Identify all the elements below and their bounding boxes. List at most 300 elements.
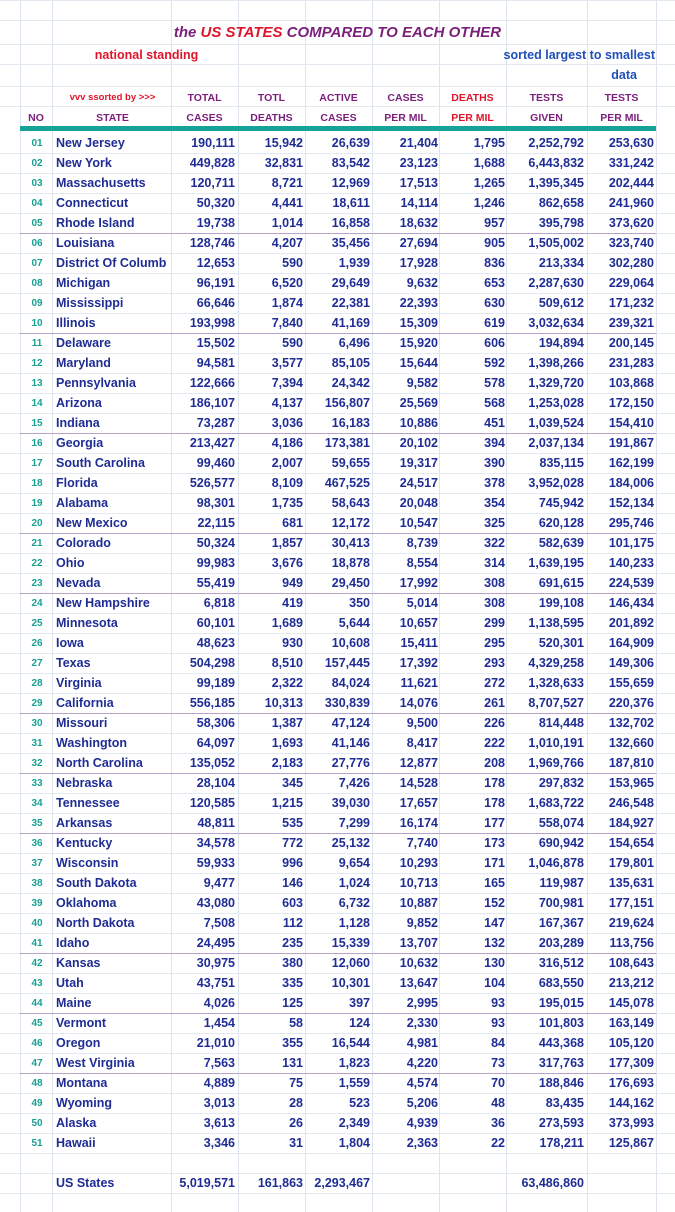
tests-given: 582,639 <box>538 536 584 550</box>
state-name: Illinois <box>56 316 96 330</box>
total-deaths: 772 <box>282 836 303 850</box>
cases-per-mil: 2,995 <box>406 996 438 1010</box>
active-cases: 5,644 <box>338 616 370 630</box>
active-cases: 59,655 <box>331 456 370 470</box>
row-number: 24 <box>31 598 43 609</box>
tests-given: 620,128 <box>538 516 584 530</box>
tests-given: 83,435 <box>545 1096 584 1110</box>
state-name: Washington <box>56 736 128 750</box>
deaths-per-mil: 261 <box>484 696 505 710</box>
total-cases: 98,301 <box>196 496 235 510</box>
col-no-header: NO <box>28 112 44 124</box>
total-cases: 22,115 <box>197 516 235 530</box>
cases-per-mil: 10,887 <box>399 896 438 910</box>
table-row <box>0 993 675 1013</box>
tests-per-mil: 132,702 <box>608 716 654 730</box>
total-cases: 556,185 <box>189 696 235 710</box>
active-cases: 16,858 <box>331 216 370 230</box>
state-name: Arizona <box>56 396 102 410</box>
cases-per-mil: 27,694 <box>399 236 438 250</box>
tests-per-mil: 149,306 <box>608 656 654 670</box>
active-cases: 35,456 <box>331 236 370 250</box>
cases-per-mil: 9,852 <box>406 916 438 930</box>
totals-total-deaths: 161,863 <box>257 1176 303 1190</box>
total-deaths: 32,831 <box>264 156 303 170</box>
state-name: South Carolina <box>56 456 145 470</box>
tests-given: 745,942 <box>538 496 584 510</box>
tests-per-mil: 200,145 <box>608 336 654 350</box>
state-name: District Of Columb <box>56 256 167 270</box>
active-cases: 156,807 <box>324 396 370 410</box>
active-cases: 29,649 <box>331 276 370 290</box>
tests-per-mil: 103,868 <box>608 376 654 390</box>
cases-per-mil: 14,114 <box>400 196 438 210</box>
active-cases: 1,559 <box>338 1076 370 1090</box>
tests-given: 316,512 <box>538 956 584 970</box>
tests-per-mil: 241,960 <box>608 196 654 210</box>
table-row <box>0 693 675 713</box>
state-name: Minnesota <box>56 616 118 630</box>
row-number: 23 <box>31 578 43 589</box>
row-number: 38 <box>31 878 43 889</box>
total-deaths: 15,942 <box>264 136 303 150</box>
national-standing-label: national standing <box>94 48 199 62</box>
total-deaths: 681 <box>282 516 303 530</box>
cases-per-mil: 13,647 <box>399 976 438 990</box>
total-deaths: 8,109 <box>271 476 303 490</box>
state-name: Idaho <box>56 936 90 950</box>
cases-per-mil: 10,657 <box>399 616 438 630</box>
total-cases: 1,454 <box>203 1016 235 1030</box>
tests-given: 509,612 <box>538 296 584 310</box>
state-name: Virginia <box>56 676 102 690</box>
tests-per-mil: 132,660 <box>608 736 654 750</box>
row-number: 39 <box>31 898 43 909</box>
total-cases: 120,711 <box>190 176 235 190</box>
tests-given: 2,287,630 <box>528 276 584 290</box>
state-name: Maine <box>56 996 92 1010</box>
deaths-per-mil: 226 <box>484 716 505 730</box>
cases-per-mil: 8,739 <box>406 536 438 550</box>
deaths-per-mil: 905 <box>484 236 505 250</box>
tests-given: 167,367 <box>538 916 584 930</box>
cases-per-mil: 10,886 <box>399 416 438 430</box>
row-number: 03 <box>31 178 43 189</box>
total-deaths: 3,676 <box>271 556 303 570</box>
col-tests-per-mil-top: TESTS <box>604 92 639 104</box>
cases-per-mil: 17,992 <box>399 576 438 590</box>
cases-per-mil: 13,707 <box>399 936 438 950</box>
tests-given: 188,846 <box>538 1076 584 1090</box>
active-cases: 1,024 <box>338 876 370 890</box>
table-row <box>0 473 675 493</box>
row-number: 01 <box>31 138 43 149</box>
deaths-per-mil: 1,795 <box>473 136 505 150</box>
active-cases: 84,024 <box>331 676 370 690</box>
total-deaths: 949 <box>282 576 303 590</box>
active-cases: 47,124 <box>331 716 370 730</box>
state-name: Wisconsin <box>56 856 119 870</box>
tests-given: 862,658 <box>538 196 584 210</box>
total-cases: 24,495 <box>196 936 235 950</box>
active-cases: 25,132 <box>331 836 370 850</box>
state-name: Arkansas <box>56 816 113 830</box>
active-cases: 1,804 <box>338 1136 370 1150</box>
state-name: Indiana <box>56 416 100 430</box>
col-tests-given-top: TESTS <box>529 92 564 104</box>
cases-per-mil: 12,877 <box>399 756 438 770</box>
deaths-per-mil: 578 <box>484 376 505 390</box>
row-number: 33 <box>31 778 43 789</box>
cases-per-mil: 15,309 <box>399 316 438 330</box>
deaths-per-mil: 84 <box>491 1036 505 1050</box>
table-row <box>0 433 675 453</box>
active-cases: 29,450 <box>331 576 370 590</box>
deaths-per-mil: 147 <box>484 916 505 930</box>
deaths-per-mil: 836 <box>484 256 505 270</box>
tests-per-mil: 176,693 <box>608 1076 654 1090</box>
tests-given: 1,969,766 <box>528 756 584 770</box>
total-cases: 50,324 <box>196 536 235 550</box>
deaths-per-mil: 178 <box>484 796 505 810</box>
total-deaths: 930 <box>282 636 303 650</box>
state-name: Alabama <box>56 496 109 510</box>
deaths-per-mil: 619 <box>484 316 505 330</box>
col-cases-per-mil-bottom: PER MIL <box>384 112 427 124</box>
state-name: Massachusetts <box>56 176 146 190</box>
row-number: 46 <box>31 1038 43 1049</box>
row-number: 51 <box>31 1138 43 1149</box>
total-deaths: 235 <box>282 936 303 950</box>
state-name: Montana <box>56 1076 108 1090</box>
total-deaths: 603 <box>282 896 303 910</box>
cases-per-mil: 10,547 <box>399 516 438 530</box>
tests-per-mil: 219,624 <box>608 916 654 930</box>
totals-total-cases: 5,019,571 <box>179 1176 235 1190</box>
tests-given: 1,395,345 <box>528 176 584 190</box>
table-row <box>0 1113 675 1133</box>
table-row <box>0 553 675 573</box>
deaths-per-mil: 314 <box>484 556 505 570</box>
row-number: 48 <box>31 1078 43 1089</box>
row-number: 35 <box>31 818 43 829</box>
row-number: 10 <box>31 318 43 329</box>
deaths-per-mil: 390 <box>484 456 505 470</box>
tests-per-mil: 220,376 <box>608 696 654 710</box>
state-name: New Mexico <box>56 516 128 530</box>
cases-per-mil: 24,517 <box>399 476 438 490</box>
col-deaths-bottom: DEATHS <box>250 112 293 124</box>
total-cases: 73,287 <box>196 416 235 430</box>
header-divider <box>20 126 656 131</box>
tests-per-mil: 331,242 <box>608 156 654 170</box>
tests-given: 1,253,028 <box>528 396 584 410</box>
total-cases: 449,828 <box>189 156 235 170</box>
cases-per-mil: 20,102 <box>399 436 438 450</box>
tests-per-mil: 224,539 <box>608 576 654 590</box>
cases-per-mil: 7,740 <box>406 836 438 850</box>
total-cases: 19,738 <box>196 216 235 230</box>
total-cases: 526,577 <box>189 476 235 490</box>
table-row <box>0 793 675 813</box>
table-row <box>0 833 675 853</box>
deaths-per-mil: 299 <box>484 616 505 630</box>
state-name: Connecticut <box>56 196 129 210</box>
row-number: 19 <box>31 498 43 509</box>
deaths-per-mil: 165 <box>484 876 505 890</box>
grid-line <box>0 1193 675 1194</box>
total-deaths: 1,689 <box>271 616 303 630</box>
state-name: Florida <box>56 476 98 490</box>
tests-per-mil: 171,232 <box>608 296 654 310</box>
deaths-per-mil: 70 <box>491 1076 505 1090</box>
col-total-cases-bottom: CASES <box>186 112 223 124</box>
active-cases: 1,939 <box>338 256 370 270</box>
tests-per-mil: 135,631 <box>608 876 654 890</box>
tests-given: 3,952,028 <box>528 476 584 490</box>
table-row <box>0 193 675 213</box>
active-cases: 173,381 <box>324 436 370 450</box>
table-row <box>0 653 675 673</box>
total-cases: 66,646 <box>196 296 235 310</box>
row-number: 47 <box>31 1058 43 1069</box>
deaths-per-mil: 93 <box>491 996 505 1010</box>
state-name: Delaware <box>56 336 111 350</box>
grid-line <box>0 86 675 87</box>
deaths-per-mil: 394 <box>484 436 505 450</box>
total-cases: 43,080 <box>196 896 235 910</box>
tests-per-mil: 184,006 <box>608 476 654 490</box>
state-name: Alaska <box>56 1116 97 1130</box>
active-cases: 157,445 <box>324 656 370 670</box>
row-number: 05 <box>31 218 43 229</box>
data-label: data <box>611 68 637 82</box>
tests-per-mil: 101,175 <box>608 536 654 550</box>
total-deaths: 1,387 <box>271 716 303 730</box>
state-name: Louisiana <box>56 236 115 250</box>
active-cases: 41,169 <box>331 316 370 330</box>
grid-line <box>0 20 675 21</box>
total-deaths: 1,215 <box>271 796 303 810</box>
table-row <box>0 533 675 553</box>
table-row <box>0 873 675 893</box>
total-deaths: 31 <box>289 1136 303 1150</box>
total-deaths: 10,313 <box>264 696 303 710</box>
tests-per-mil: 105,120 <box>608 1036 654 1050</box>
table-row <box>0 593 675 613</box>
cases-per-mil: 5,014 <box>406 596 438 610</box>
state-name: Ohio <box>56 556 85 570</box>
total-deaths: 345 <box>282 776 303 790</box>
tests-given: 2,037,134 <box>528 436 584 450</box>
state-name: Mississippi <box>56 296 124 310</box>
total-deaths: 58 <box>289 1016 303 1030</box>
active-cases: 22,381 <box>331 296 370 310</box>
tests-given: 1,138,595 <box>528 616 584 630</box>
tests-given: 835,115 <box>539 456 584 470</box>
active-cases: 85,105 <box>331 356 370 370</box>
total-deaths: 75 <box>289 1076 303 1090</box>
deaths-per-mil: 1,265 <box>473 176 505 190</box>
col-deaths-top: TOTL <box>257 92 286 104</box>
tests-given: 203,289 <box>538 936 584 950</box>
totals-tests-given: 63,486,860 <box>521 1176 584 1190</box>
total-cases: 58,306 <box>196 716 235 730</box>
tests-given: 814,448 <box>538 716 584 730</box>
row-number: 17 <box>31 458 43 469</box>
state-name: Maryland <box>56 356 111 370</box>
tests-per-mil: 231,283 <box>608 356 654 370</box>
col-tests-per-mil-bottom: PER MIL <box>600 112 643 124</box>
tests-per-mil: 246,548 <box>608 796 654 810</box>
total-cases: 12,653 <box>196 256 235 270</box>
cases-per-mil: 2,330 <box>406 1016 438 1030</box>
state-name: South Dakota <box>56 876 137 890</box>
table-row <box>0 853 675 873</box>
active-cases: 16,544 <box>331 1036 370 1050</box>
table-row <box>0 1093 675 1113</box>
page-title: the US STATES COMPARED TO EACH OTHER <box>173 24 502 41</box>
tests-given: 194,894 <box>538 336 584 350</box>
tests-per-mil: 202,444 <box>608 176 654 190</box>
table-row <box>0 893 675 913</box>
total-cases: 193,998 <box>189 316 235 330</box>
totals-label: US States <box>56 1176 115 1190</box>
row-number: 26 <box>31 638 43 649</box>
sorted-by-label: vvv ssorted by >>> <box>69 92 156 103</box>
tests-per-mil: 146,434 <box>608 596 654 610</box>
tests-given: 520,301 <box>538 636 584 650</box>
tests-given: 1,010,191 <box>528 736 584 750</box>
totals-active-cases: 2,293,467 <box>314 1176 370 1190</box>
tests-per-mil: 373,620 <box>608 216 654 230</box>
total-deaths: 3,036 <box>271 416 303 430</box>
total-cases: 120,585 <box>189 796 235 810</box>
total-deaths: 535 <box>282 816 303 830</box>
row-number: 08 <box>31 278 43 289</box>
total-cases: 34,578 <box>196 836 235 850</box>
active-cases: 30,413 <box>331 536 370 550</box>
col-tests-given-bottom: GIVEN <box>530 112 563 124</box>
grid-line <box>0 44 675 45</box>
active-cases: 18,878 <box>331 556 370 570</box>
total-deaths: 1,735 <box>271 496 303 510</box>
total-deaths: 125 <box>282 996 303 1010</box>
cases-per-mil: 14,076 <box>399 696 438 710</box>
deaths-per-mil: 630 <box>484 296 505 310</box>
table-row <box>0 1053 675 1073</box>
table-row <box>0 953 675 973</box>
row-number: 15 <box>31 418 43 429</box>
state-name: Michigan <box>56 276 111 290</box>
state-name: Georgia <box>56 436 104 450</box>
total-deaths: 590 <box>282 336 303 350</box>
active-cases: 7,426 <box>338 776 370 790</box>
state-name: Vermont <box>56 1016 107 1030</box>
state-name: Utah <box>56 976 84 990</box>
total-cases: 28,104 <box>196 776 235 790</box>
tests-per-mil: 145,078 <box>608 996 654 1010</box>
tests-per-mil: 140,233 <box>608 556 654 570</box>
active-cases: 350 <box>349 596 370 610</box>
active-cases: 1,128 <box>338 916 370 930</box>
tests-given: 700,981 <box>538 896 584 910</box>
row-number: 11 <box>31 338 43 349</box>
table-row <box>0 493 675 513</box>
total-deaths: 1,693 <box>271 736 303 750</box>
active-cases: 523 <box>349 1096 370 1110</box>
state-name: Kentucky <box>56 836 113 850</box>
total-cases: 7,563 <box>203 1056 235 1070</box>
deaths-per-mil: 325 <box>484 516 505 530</box>
tests-per-mil: 172,150 <box>608 396 654 410</box>
deaths-per-mil: 22 <box>491 1136 505 1150</box>
row-number: 36 <box>31 838 43 849</box>
tests-per-mil: 154,654 <box>608 836 654 850</box>
col-deaths-per-mil-top: DEATHS <box>451 92 494 104</box>
deaths-per-mil: 606 <box>484 336 505 350</box>
deaths-per-mil: 104 <box>484 976 505 990</box>
tests-per-mil: 162,199 <box>608 456 654 470</box>
tests-per-mil: 213,212 <box>608 976 654 990</box>
cases-per-mil: 19,317 <box>399 456 438 470</box>
deaths-per-mil: 173 <box>484 836 505 850</box>
deaths-per-mil: 568 <box>484 396 505 410</box>
active-cases: 1,823 <box>338 1056 370 1070</box>
table-row <box>0 773 675 793</box>
total-cases: 94,581 <box>196 356 235 370</box>
grid-line <box>0 106 675 107</box>
table-row <box>0 973 675 993</box>
deaths-per-mil: 48 <box>491 1096 505 1110</box>
row-number: 07 <box>31 258 43 269</box>
active-cases: 7,299 <box>338 816 370 830</box>
deaths-per-mil: 178 <box>484 776 505 790</box>
active-cases: 397 <box>349 996 370 1010</box>
cases-per-mil: 4,939 <box>406 1116 438 1130</box>
col-state-header: STATE <box>96 112 129 124</box>
deaths-per-mil: 152 <box>484 896 505 910</box>
cases-per-mil: 4,981 <box>406 1036 438 1050</box>
tests-per-mil: 177,151 <box>608 896 654 910</box>
total-deaths: 7,840 <box>271 316 303 330</box>
active-cases: 330,839 <box>324 696 370 710</box>
table-row <box>0 633 675 653</box>
row-number: 42 <box>31 958 43 969</box>
tests-given: 1,683,722 <box>528 796 584 810</box>
tests-given: 199,108 <box>538 596 584 610</box>
table-row <box>0 933 675 953</box>
row-number: 09 <box>31 298 43 309</box>
state-name: California <box>56 696 114 710</box>
row-number: 13 <box>31 378 43 389</box>
tests-given: 4,329,258 <box>528 656 584 670</box>
grid-line <box>0 1153 675 1154</box>
total-cases: 99,983 <box>196 556 235 570</box>
cases-per-mil: 20,048 <box>399 496 438 510</box>
active-cases: 10,608 <box>331 636 370 650</box>
total-cases: 190,111 <box>191 136 235 150</box>
tests-per-mil: 154,410 <box>608 416 654 430</box>
row-number: 18 <box>31 478 43 489</box>
deaths-per-mil: 93 <box>491 1016 505 1030</box>
total-deaths: 7,394 <box>271 376 303 390</box>
total-deaths: 2,007 <box>271 456 303 470</box>
col-active-bottom: CASES <box>320 112 357 124</box>
table-row <box>0 513 675 533</box>
row-number: 20 <box>31 518 43 529</box>
row-number: 44 <box>31 998 43 1009</box>
